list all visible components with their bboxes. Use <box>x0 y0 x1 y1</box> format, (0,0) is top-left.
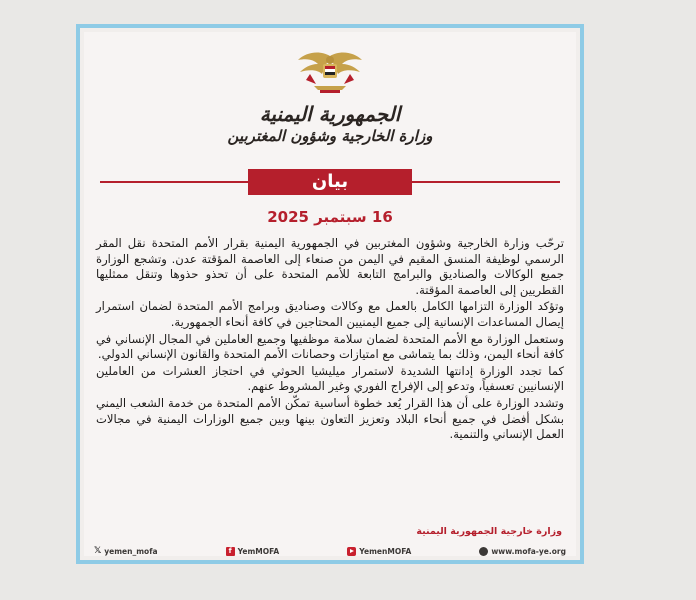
facebook-icon: f <box>226 547 235 556</box>
statement-date: 16 سبتمبر 2025 <box>267 208 393 226</box>
ministry-header <box>84 102 576 146</box>
statement-frame <box>76 24 584 564</box>
body-paragraph: وستعمل الوزارة مع الأمم المتحدة لضمان سلامة موظفيها وجميع العاملين في المجال الإنساني في كافة أنحاء اليمن، وذلك بما يتماشى مع امتيازات وحصانات الأمم المتحدة والقانون الإنساني الدولي. <box>96 331 564 362</box>
facebook-link[interactable] <box>226 547 280 556</box>
statement-card <box>84 32 576 556</box>
youtube-handle: YemenMOFA <box>359 546 412 556</box>
social-footer <box>94 544 566 558</box>
x-handle: yemen_mofa <box>104 546 158 556</box>
x-icon: 𝕏 <box>94 545 102 556</box>
header-country-name: الجمهورية اليمنية <box>259 102 401 126</box>
globe-icon <box>479 547 488 556</box>
banner-title: بيان <box>248 169 412 195</box>
statement-body <box>96 236 564 443</box>
statement-banner <box>84 169 576 195</box>
body-paragraph: ترحّب وزارة الخارجية وشؤون المغتربين في الجمهورية اليمنية بقرار الأمم المتحدة نقل المقر الرسمي لوظيفة المنسق المقيم في اليمن من صنعاء إلى العاصمة المؤقتة عدن. وتشجع الوزارة جميع الوكالات والصناديق والبرامج التابعة للأمم المتحدة على أن تحذو حذوها وتنقل ممثليها القطريين إلى العاصمة المؤقتة. <box>96 236 564 297</box>
x-link[interactable] <box>94 547 158 556</box>
signature: وزارة خارجية الجمهورية اليمنية <box>416 526 562 537</box>
website-link[interactable] <box>479 547 566 556</box>
body-paragraph: كما تجدد الوزارة إدانتها الشديدة لاستمرار ميليشيا الحوثي في احتجاز العشرات من العاملين الإنسانيين تعسفياً، وتدعو إلى الإفراج الفوري وغير المشروط عنهم. <box>96 363 564 394</box>
website-url: www.mofa-ye.org <box>491 546 566 556</box>
youtube-link[interactable] <box>347 547 411 556</box>
youtube-icon <box>347 547 356 556</box>
body-paragraph: وتشدد الوزارة على أن هذا القرار يُعد خطوة أساسية تمكّن الأمم المتحدة من خدمة الشعب اليمني بشكل أفضل في جميع أنحاء البلاد وتعزيز التعاون بينها وبين جميع الوزارات اليمنية في مجالات العمل الإنساني والتنمية. <box>96 395 564 442</box>
national-emblem-icon <box>296 50 364 96</box>
body-paragraph: وتؤكد الوزارة التزامها الكامل بالعمل مع وكالات وصناديق وبرامج الأمم المتحدة لضمان استمرار إيصال المساعدات الإنسانية إلى جميع اليمنيين المحتاجين في كافة أنحاء الجمهورية. <box>96 299 564 329</box>
header-ministry-name: وزارة الخارجية وشؤون المغتربين <box>227 127 433 145</box>
facebook-handle: YemMOFA <box>237 546 280 556</box>
